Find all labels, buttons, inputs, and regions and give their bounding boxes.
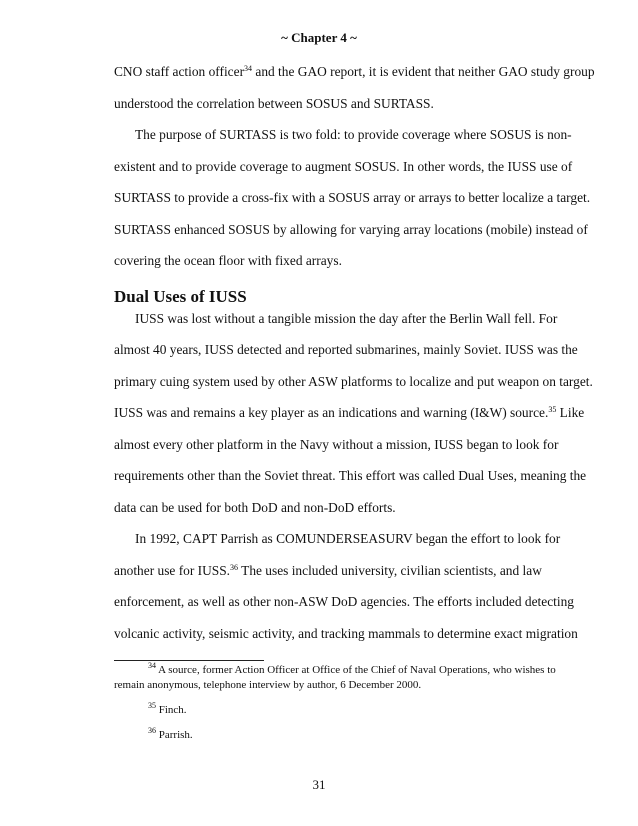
p3-line-5: almost every other platform in the Navy without a mission, IUSS began to look for: [114, 436, 559, 452]
p3-line-4: [114, 403, 585, 435]
text-run: CNO staff action officer: [114, 64, 245, 79]
text-run: and the GAO report, it is evident that neither GAO study group: [252, 64, 595, 79]
p3-line-1: IUSS was lost without a tangible mission the day after the Berlin Wall fell. For: [135, 310, 558, 326]
p3-line-6: requirements other than the Soviet threat. This effort was called Dual Uses, meaning the: [114, 468, 587, 483]
footnotes: [114, 663, 569, 743]
footnote-text: Finch.: [156, 704, 187, 716]
text-run: IUSS was and remains a key player as an indications and warning (I&W) source.: [114, 405, 549, 420]
p1-line-1: [114, 62, 595, 94]
p2-line-4: SURTASS enhanced SOSUS by allowing for varying array locations (mobile) instead of: [114, 221, 588, 237]
p4-line-4: volcanic activity, seismic activity, and tracking mammals to determine exact migration: [114, 625, 578, 641]
text-run: The uses included university, civilian scientists, and law: [238, 562, 542, 578]
p4-line-2: [114, 561, 569, 593]
footnote-35: [114, 703, 569, 718]
footnote-34-line-2: remain anonymous, telephone interview by author, 6 December 2000.: [114, 679, 422, 691]
footnote-text: A source, former Action Officer at Office of the Chief of Naval Operations, who wishes to: [156, 664, 556, 676]
p3-line-7: data can be used for both DoD and non-DoD efforts.: [114, 499, 396, 515]
footnote-34-line-1: [114, 663, 569, 678]
p2-line-5: covering the ocean floor with fixed arrays.: [114, 253, 342, 268]
footnote-separator: [114, 660, 264, 661]
text-run: Like: [556, 405, 585, 420]
p1-line-2: understood the correlation between SOSUS and SURTASS.: [114, 95, 434, 111]
section-heading: Dual Uses of IUSS: [114, 286, 247, 306]
p2-line-2: existent and to provide coverage to augment SOSUS. In other words, the IUSS use of: [114, 158, 573, 174]
footnote-number: 34: [148, 661, 156, 670]
footnote-number: 35: [148, 701, 156, 710]
p3-line-3: primary cuing system used by other ASW platforms to localize and put weapon on target.: [114, 373, 593, 389]
body-text: [114, 62, 595, 655]
chapter-header: ~ Chapter 4 ~: [281, 30, 357, 45]
page-number: 31: [312, 777, 326, 792]
footnote-ref-35[interactable]: 35: [548, 405, 557, 414]
footnote-text: Parrish.: [156, 729, 193, 741]
footnote-ref-36[interactable]: 36: [230, 562, 239, 572]
p2-line-3: SURTASS to provide a cross-fix with a SOSUS array or arrays to better localize a target.: [114, 190, 591, 205]
text-run: another use for IUSS.: [114, 562, 231, 578]
p3-line-2: almost 40 years, IUSS detected and reported submarines, mainly Soviet. IUSS was the: [114, 342, 578, 357]
footnote-ref-34[interactable]: 34: [244, 64, 253, 73]
footnote-36: [114, 728, 569, 743]
p4-line-1: In 1992, CAPT Parrish as COMUNDERSEASURV began the effort to look for: [135, 531, 561, 546]
footnote-number: 36: [148, 726, 156, 735]
p4-line-3: enforcement, as well as other non-ASW DoD agencies. The efforts included detecting: [114, 594, 574, 609]
p2-line-1: The purpose of SURTASS is two fold: to provide coverage where SOSUS is non-: [135, 127, 572, 142]
